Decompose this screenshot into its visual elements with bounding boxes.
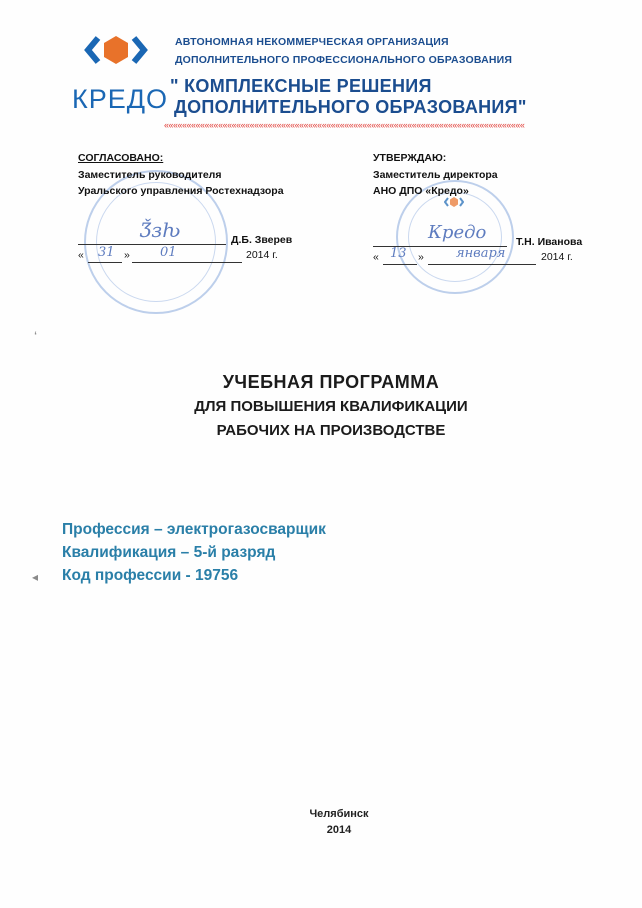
approval-left-signer: Д.Б. Зверев [231, 234, 293, 246]
qualification-line: Квалификация – 5-й разряд [62, 544, 276, 561]
kredo-logo [72, 26, 169, 116]
stamp-right-logo-icon [444, 196, 464, 210]
date-left-day-line [88, 262, 122, 263]
approval-left-heading: СОГЛАСОВАНО: [78, 152, 164, 164]
slogan-line1: " КОМПЛЕКСНЫЕ РЕШЕНИЯ [170, 76, 432, 96]
date-left-month: 01 [160, 245, 177, 260]
footer-year: 2014 [326, 824, 352, 836]
date-right-day-line [383, 264, 417, 265]
date-left-month-line [132, 262, 242, 263]
date-left-day: 31 [98, 245, 115, 260]
date-right-year: 2014 г. [541, 251, 573, 263]
date-right-close: » [418, 251, 424, 263]
program-subtitle-line1: ДЛЯ ПОВЫШЕНИЯ КВАЛИФИКАЦИИ [194, 398, 468, 415]
date-left-year: 2014 г. [246, 249, 278, 261]
date-right-day: 13 [390, 246, 407, 261]
date-left-close: » [124, 249, 130, 261]
profession-line: Профессия – электрогазосварщик [62, 521, 326, 538]
profession-code-line: Код профессии - 19756 [62, 567, 239, 584]
signature-left: Ǯзƕ [140, 218, 181, 242]
ornament-divider: «««««««««««««««««««««««««««««««««««««««««««««««««««««««««««««««««««««««««««««««« [164, 120, 525, 130]
approval-right-heading: УТВЕРЖДАЮ: [373, 152, 447, 164]
date-right-month-line [428, 264, 536, 265]
date-right-open: « [373, 251, 379, 263]
logo-text: КРЕДО [72, 84, 169, 114]
program-title: УЧЕБНАЯ ПРОГРАММА [222, 372, 440, 392]
approval-right-position2: АНО ДПО «Кредо» [373, 185, 469, 197]
approval-left-position2: Уральского управления Ростехнадзора [78, 185, 284, 197]
logo-emblem-icon [78, 30, 154, 82]
date-left-open: « [78, 249, 84, 261]
slogan-line2: ДОПОЛНИТЕЛЬНОГО ОБРАЗОВАНИЯ" [174, 97, 527, 117]
signature-right: Кредо [428, 222, 487, 243]
approval-right-position1: Заместитель директора [373, 169, 498, 181]
org-name-line2: ДОПОЛНИТЕЛЬНОГО ПРОФЕССИОНАЛЬНОГО ОБРАЗОВАНИЯ [175, 54, 513, 66]
org-name-line1: АВТОНОМНАЯ НЕКОММЕРЧЕСКАЯ ОРГАНИЗАЦИЯ [175, 36, 449, 48]
footer-city: Челябинск [309, 808, 369, 820]
scan-mark: ‘ [34, 328, 38, 344]
scan-mark: ◂ [32, 570, 39, 584]
approval-right-signer: Т.Н. Иванова [516, 236, 583, 248]
program-subtitle-line2: РАБОЧИХ НА ПРОИЗВОДСТВЕ [216, 422, 446, 439]
approval-left-position1: Заместитель руководителя [78, 169, 222, 181]
date-right-month: января [456, 246, 506, 261]
